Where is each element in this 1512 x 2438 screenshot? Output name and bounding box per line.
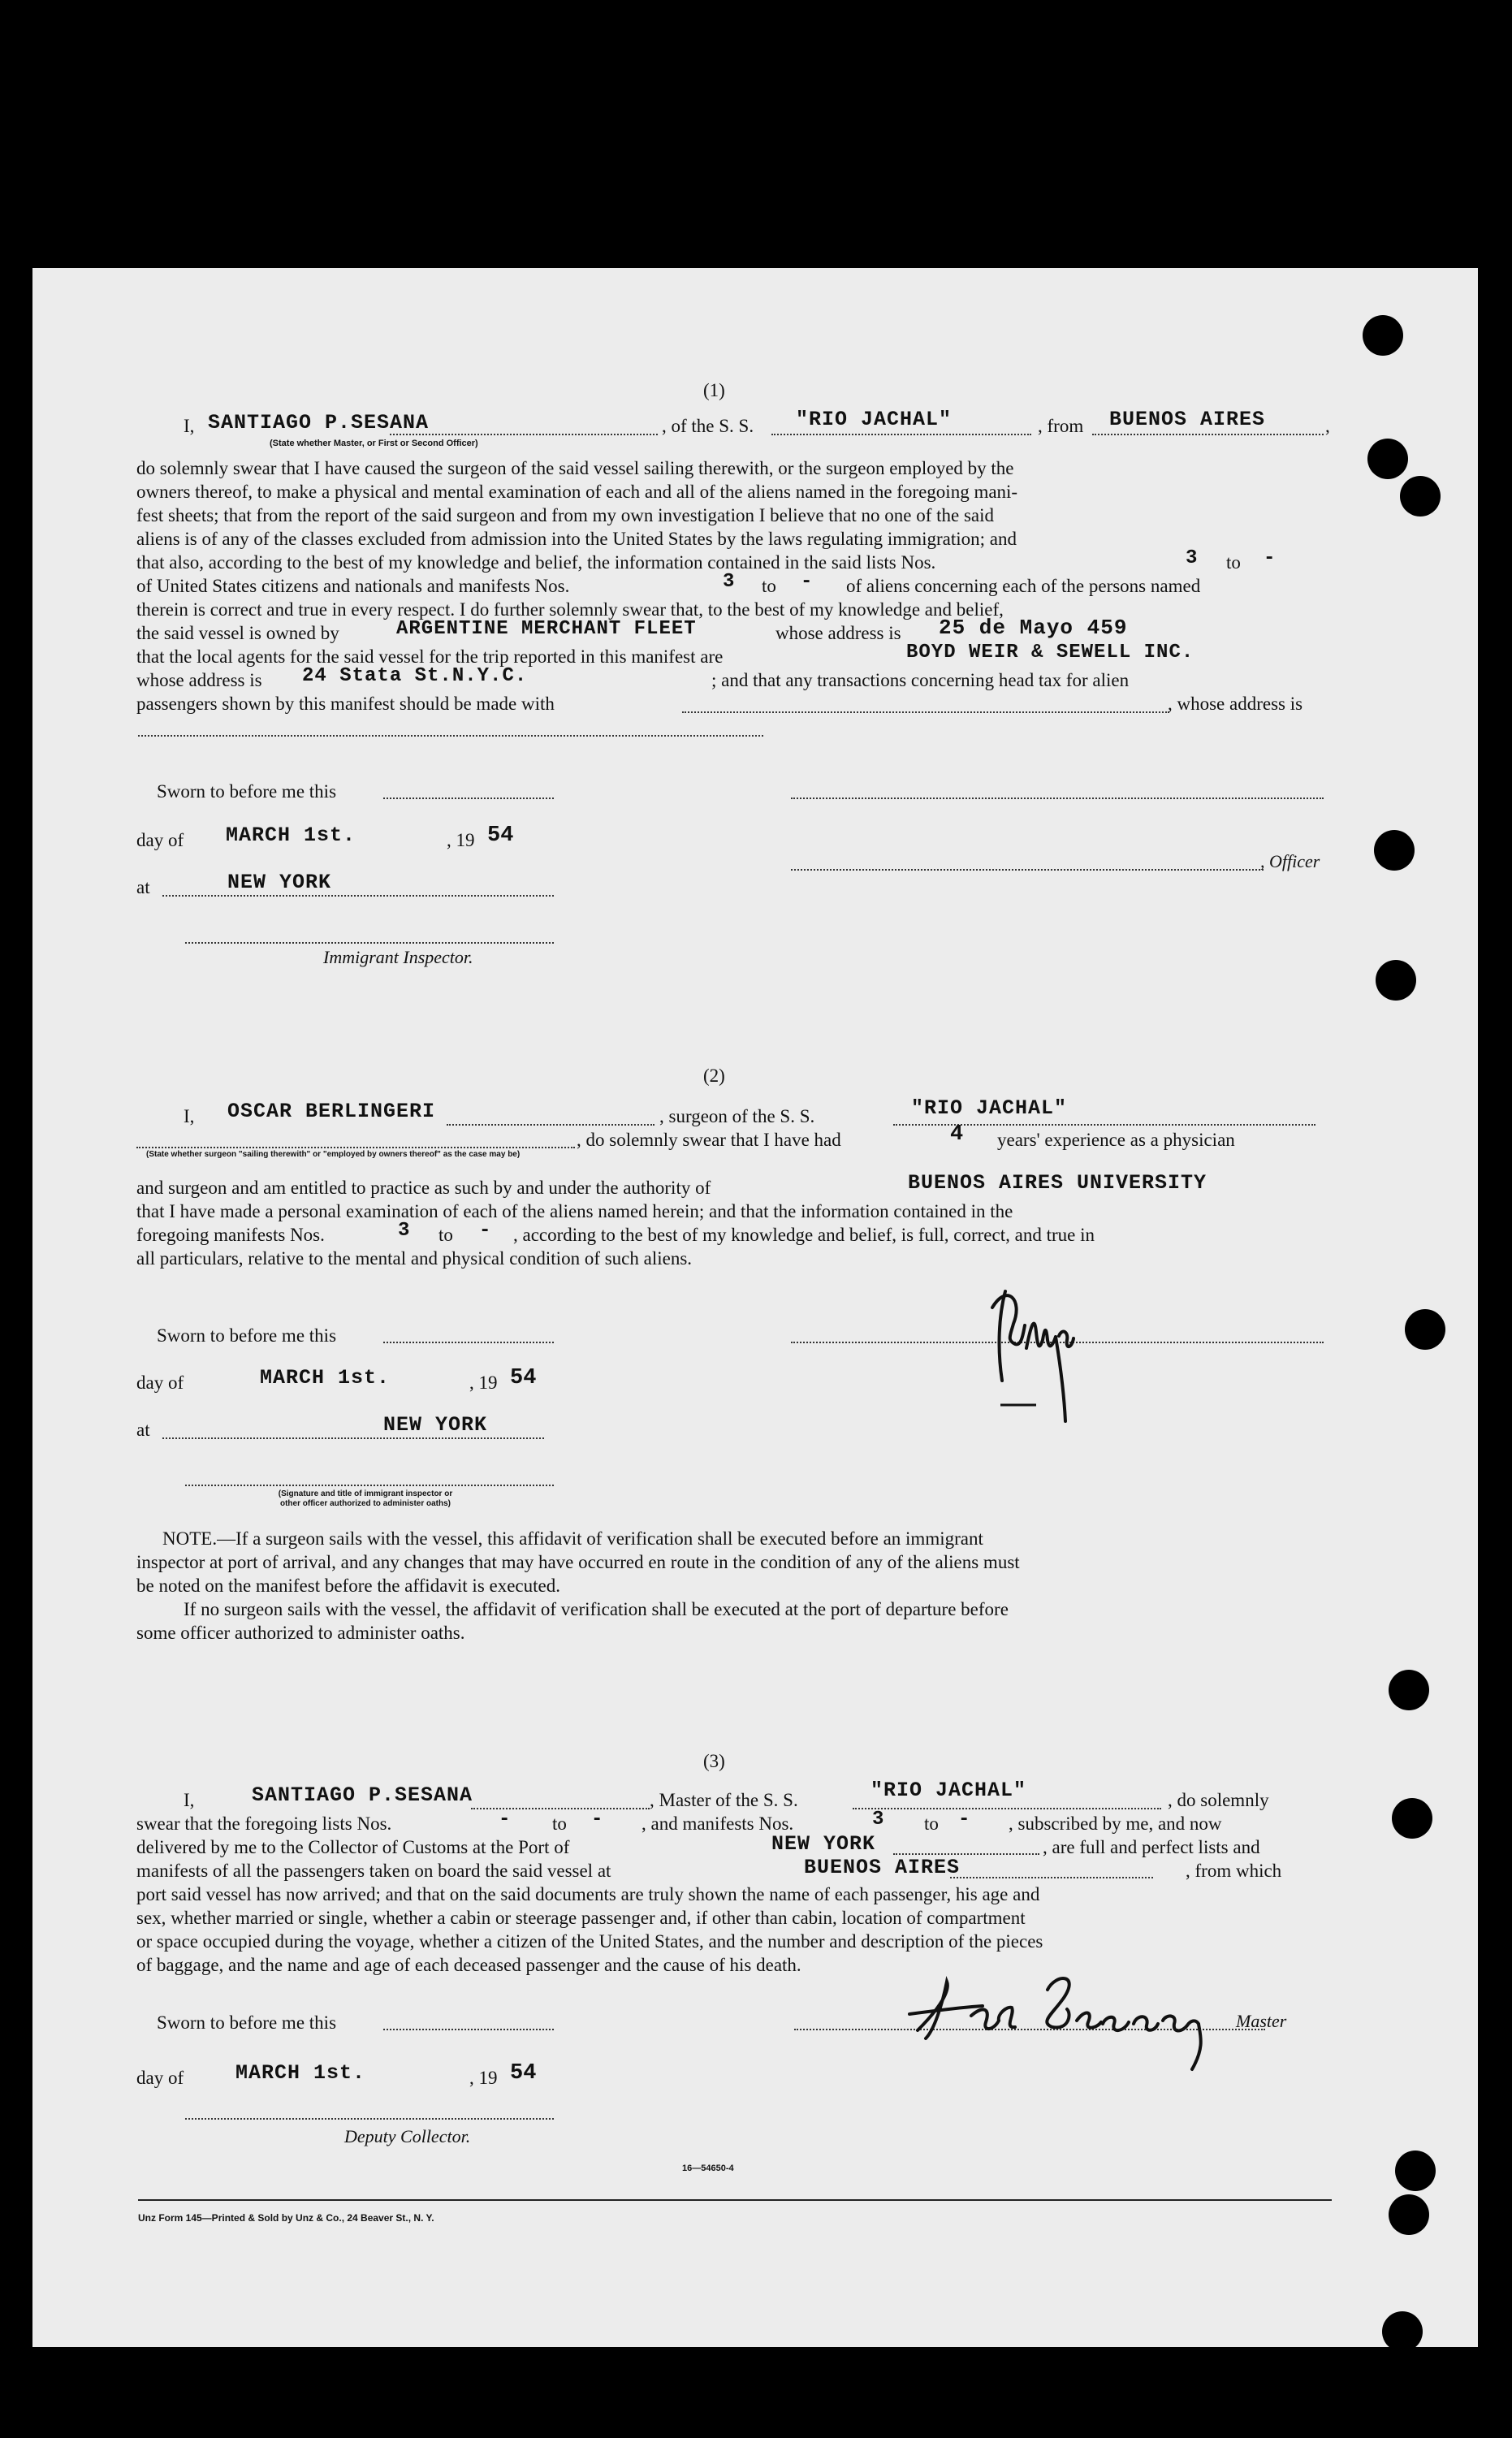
s3-to-1: to: [552, 1813, 567, 1834]
s1-i: I,: [184, 416, 195, 436]
s3-man-from: 3: [872, 1809, 884, 1831]
s1-of-aliens: of aliens concerning each of the persons named: [846, 576, 1201, 596]
s2-date: MARCH 1st.: [260, 1366, 391, 1390]
s1-manifests-to: -: [801, 571, 813, 593]
s1-inspector-title: Immigrant Inspector.: [323, 947, 473, 967]
s2-sig-note: [211, 1489, 520, 1509]
s3-line-6: sex, whether married or single, whether a cabin or steerage passenger and, if other than cabin, location of compartment: [136, 1908, 1026, 1928]
s3-master-of: , Master of the S. S.: [650, 1790, 798, 1810]
s3-date: MARCH 1st.: [235, 2061, 366, 2085]
note-line-3: be noted on the manifest before the affidavit is executed.: [136, 1576, 560, 1596]
section-1-number: (1): [703, 380, 725, 400]
punch-hole: [1376, 960, 1416, 1001]
s1-owner-address: 25 de Mayo 459: [939, 616, 1128, 640]
s1-port-dots: [1092, 434, 1324, 435]
s1-line-10: whose address is: [136, 670, 262, 690]
s2-line3a: and surgeon and am entitled to practice as such by and under the authority of: [136, 1178, 711, 1198]
s1-date: MARCH 1st.: [226, 823, 356, 847]
s1-line-8: the said vessel is owned by: [136, 623, 339, 643]
s3-line2b: , and manifests Nos.: [642, 1813, 794, 1834]
s2-place: NEW YORK: [383, 1413, 488, 1437]
punch-hole: [1382, 2311, 1423, 2352]
s1-state-note: (State whether Master, or First or Second Officer): [270, 439, 478, 448]
s3-to-2: to: [924, 1813, 939, 1834]
s1-line-6: of United States citizens and nationals and manifests Nos.: [136, 576, 570, 596]
s2-year: 54: [510, 1366, 537, 1390]
s3-man-to: -: [958, 1809, 970, 1831]
s1-line-3: fest sheets; that from the report of the said surgeon and from my own investigation I believe that no one of the said: [136, 505, 995, 525]
s3-lists-to: -: [591, 1809, 603, 1831]
s2-authority: BUENOS AIRES UNIVERSITY: [908, 1171, 1207, 1195]
s1-year-prefix: , 19: [447, 830, 475, 850]
s2-line5b: , according to the best of my knowledge and belief, is full, correct, and true in: [513, 1225, 1095, 1245]
s1-owner: ARGENTINE MERCHANT FLEET: [396, 618, 697, 640]
s3-port-dots: [893, 1853, 1039, 1855]
s2-sig-note-1: (Signature and title of immigrant inspector or: [278, 1489, 453, 1498]
s3-line4b: , from which: [1186, 1861, 1282, 1881]
s1-line-7: therein is correct and true in every respect. I do further solemnly swear that, to the best of my knowledge and belief,: [136, 599, 1004, 620]
s1-line-1: do solemnly swear that I have caused the surgeon of the said vessel sailing therewith, or the surgeon employed by the: [136, 458, 1014, 478]
surgeon-signature: [974, 1259, 1104, 1446]
s2-line2b: years' experience as a physician: [997, 1130, 1235, 1150]
s1-sworn: Sworn to before me this: [157, 781, 337, 802]
s3-vessel: "RIO JACHAL": [870, 1779, 1027, 1802]
punch-hole: [1395, 2151, 1436, 2191]
section-2-number: (2): [703, 1066, 725, 1086]
s2-line2a: , do solemnly swear that I have had: [577, 1130, 841, 1150]
s1-agents-address: 24 Stata St.N.Y.C.: [302, 665, 528, 687]
punch-hole: [1374, 830, 1415, 871]
s3-port2: BUENOS AIRES: [804, 1856, 961, 1879]
note-line-4: If no surgeon sails with the vessel, the affidavit of verification shall be executed at the port of departure before: [184, 1599, 1009, 1619]
s3-year-prefix: , 19: [469, 2068, 498, 2088]
s2-inspector-line: [185, 1485, 554, 1486]
s2-day-of: day of: [136, 1372, 184, 1393]
s1-line-11: passengers shown by this manifest should be made with: [136, 694, 555, 714]
footer-rule: [138, 2199, 1332, 2201]
s3-line4a: manifests of all the passengers taken on board the said vessel at: [136, 1861, 611, 1881]
s1-owner-address-label: whose address is: [775, 623, 901, 643]
s3-master-name: SANTIAGO P.SESANA: [252, 1783, 473, 1807]
s1-year: 54: [487, 823, 514, 848]
s2-nos-to: -: [479, 1220, 491, 1242]
s1-day-of: day of: [136, 830, 184, 850]
section-3-number: (3): [703, 1751, 725, 1771]
s2-surgeon-of: , surgeon of the S. S.: [659, 1106, 815, 1126]
s1-vessel-dots: [771, 434, 1031, 435]
punch-hole: [1400, 476, 1441, 517]
s2-year-prefix: , 19: [469, 1372, 498, 1393]
punch-hole: [1392, 1798, 1432, 1839]
s1-sworn-dots: [383, 798, 554, 799]
s3-line2a: swear that the foregoing lists Nos.: [136, 1813, 392, 1834]
s3-year: 54: [510, 2061, 537, 2086]
note-line-2: inspector at port of arrival, and any changes that may have occurred en route in the condition of any of the aliens must: [136, 1552, 1020, 1572]
punch-hole: [1367, 439, 1408, 479]
s1-officer: , Officer: [1260, 851, 1320, 871]
s3-do-solemnly: , do solemnly: [1168, 1790, 1269, 1810]
s1-comma: ,: [1325, 416, 1330, 436]
s1-of-ss: , of the S. S.: [662, 416, 754, 436]
s1-headtax-dots: [682, 711, 1169, 713]
s3-line-7: or space occupied during the voyage, whether a citizen of the United States, and the number and description of the pieces: [136, 1931, 1043, 1952]
s1-lists-to: -: [1264, 547, 1276, 569]
s3-master-label: Master: [1236, 2011, 1287, 2031]
s1-manifests-to-label: to: [762, 576, 776, 596]
s3-day-of: day of: [136, 2068, 184, 2088]
s1-line-2: owners thereof, to make a physical and mental examination of each and all of the aliens named in the foregoing mani-: [136, 482, 1018, 502]
s2-years: 4: [950, 1122, 964, 1147]
punch-hole: [1389, 2194, 1429, 2235]
note-line-5: some officer authorized to administer oaths.: [136, 1623, 465, 1643]
note-line-1: NOTE.—If a surgeon sails with the vessel, this affidavit of verification shall be executed before an immigrant: [162, 1528, 983, 1549]
s1-lists-to-label: to: [1226, 552, 1241, 573]
footer-text: Unz Form 145—Printed & Sold by Unz & Co., 24 Beaver St., N. Y.: [138, 2212, 434, 2224]
s3-sworn: Sworn to before me this: [157, 2012, 337, 2033]
punch-hole: [1363, 315, 1403, 356]
s2-state-note: (State whether surgeon "sailing therewith" or "employed by owners thereof" as the case may be): [146, 1150, 521, 1159]
s1-head-tax: ; and that any transactions concerning head tax for alien: [711, 670, 1130, 690]
s2-sworn: Sworn to before me this: [157, 1325, 337, 1346]
s3-collector-line: [185, 2118, 554, 2120]
form-number: 16—54650-4: [682, 2164, 734, 2173]
s2-line4: that I have made a personal examination of each of the aliens named herein; and that the information contained in the: [136, 1201, 1013, 1221]
s2-vessel: "RIO JACHAL": [911, 1096, 1068, 1120]
s3-line3b: , are full and perfect lists and: [1043, 1837, 1260, 1857]
s3-vessel-dots: [853, 1808, 1161, 1809]
s2-at: at: [136, 1420, 150, 1440]
s2-i: I,: [184, 1106, 195, 1126]
s2-surgeon-name: OSCAR BERLINGERI: [227, 1100, 436, 1123]
s2-nos-from: 3: [398, 1220, 410, 1242]
s2-line6: all particulars, relative to the mental and physical condition of such aliens.: [136, 1248, 693, 1269]
punch-hole: [1405, 1309, 1445, 1350]
s1-manifests-from: 3: [723, 571, 735, 593]
s1-at-dots: [162, 895, 554, 897]
s2-sig-note-2: other officer authorized to administer oaths): [279, 1499, 451, 1508]
s1-vessel: "RIO JACHAL": [796, 408, 953, 431]
s2-name-dots: [447, 1124, 654, 1126]
s1-line-4: aliens is of any of the classes excluded from admission into the United States by the laws regulating immigration; and: [136, 529, 1017, 549]
s1-from-port: BUENOS AIRES: [1109, 408, 1266, 431]
s2-sworn-dots: [383, 1342, 554, 1343]
s1-address-dots: [138, 735, 763, 737]
s1-inspector-line: [185, 942, 554, 944]
s1-whose-address: , whose address is: [1168, 694, 1303, 714]
s1-line-5: that also, according to the best of my knowledge and belief, the information contained in the said lists Nos.: [136, 552, 936, 573]
s1-agents: BOYD WEIR & SEWELL INC.: [906, 642, 1194, 664]
s3-sworn-dots: [383, 2029, 554, 2030]
s3-i: I,: [184, 1790, 195, 1810]
s2-at-dots: [162, 1437, 544, 1439]
s3-line2c: , subscribed by me, and now: [1009, 1813, 1222, 1834]
s2-to: to: [438, 1225, 453, 1245]
s2-line5a: foregoing manifests Nos.: [136, 1225, 325, 1245]
s1-name-dots: [390, 434, 658, 435]
s1-at: at: [136, 877, 150, 897]
punch-hole: [1389, 1670, 1429, 1710]
s3-name-dots: [471, 1808, 650, 1809]
s3-lists-from: -: [499, 1809, 511, 1831]
s3-line3a: delivered by me to the Collector of Customs at the Port of: [136, 1837, 570, 1857]
s2-state-dots: [136, 1147, 575, 1148]
s3-collector-title: Deputy Collector.: [344, 2126, 471, 2146]
s3-line-8: of baggage, and the name and age of each deceased passenger and the cause of his death.: [136, 1955, 801, 1975]
s1-master-name: SANTIAGO P.SESANA: [208, 411, 430, 434]
s1-from: , from: [1038, 416, 1084, 436]
s1-signature-line: [791, 798, 1324, 799]
master-signature: [893, 1957, 1283, 2079]
s1-place: NEW YORK: [227, 871, 332, 894]
document-sheet: [32, 268, 1478, 2347]
s1-officer-line: [791, 869, 1264, 871]
s3-line-5: port said vessel has now arrived; and that on the said documents are truly shown the name of each passenger, his age and: [136, 1884, 1040, 1904]
s1-lists-from: 3: [1186, 547, 1198, 569]
s3-port2-dots: [950, 1877, 1153, 1878]
s3-port: NEW YORK: [771, 1832, 876, 1856]
s1-line-9: that the local agents for the said vessel for the trip reported in this manifest are: [136, 646, 724, 667]
